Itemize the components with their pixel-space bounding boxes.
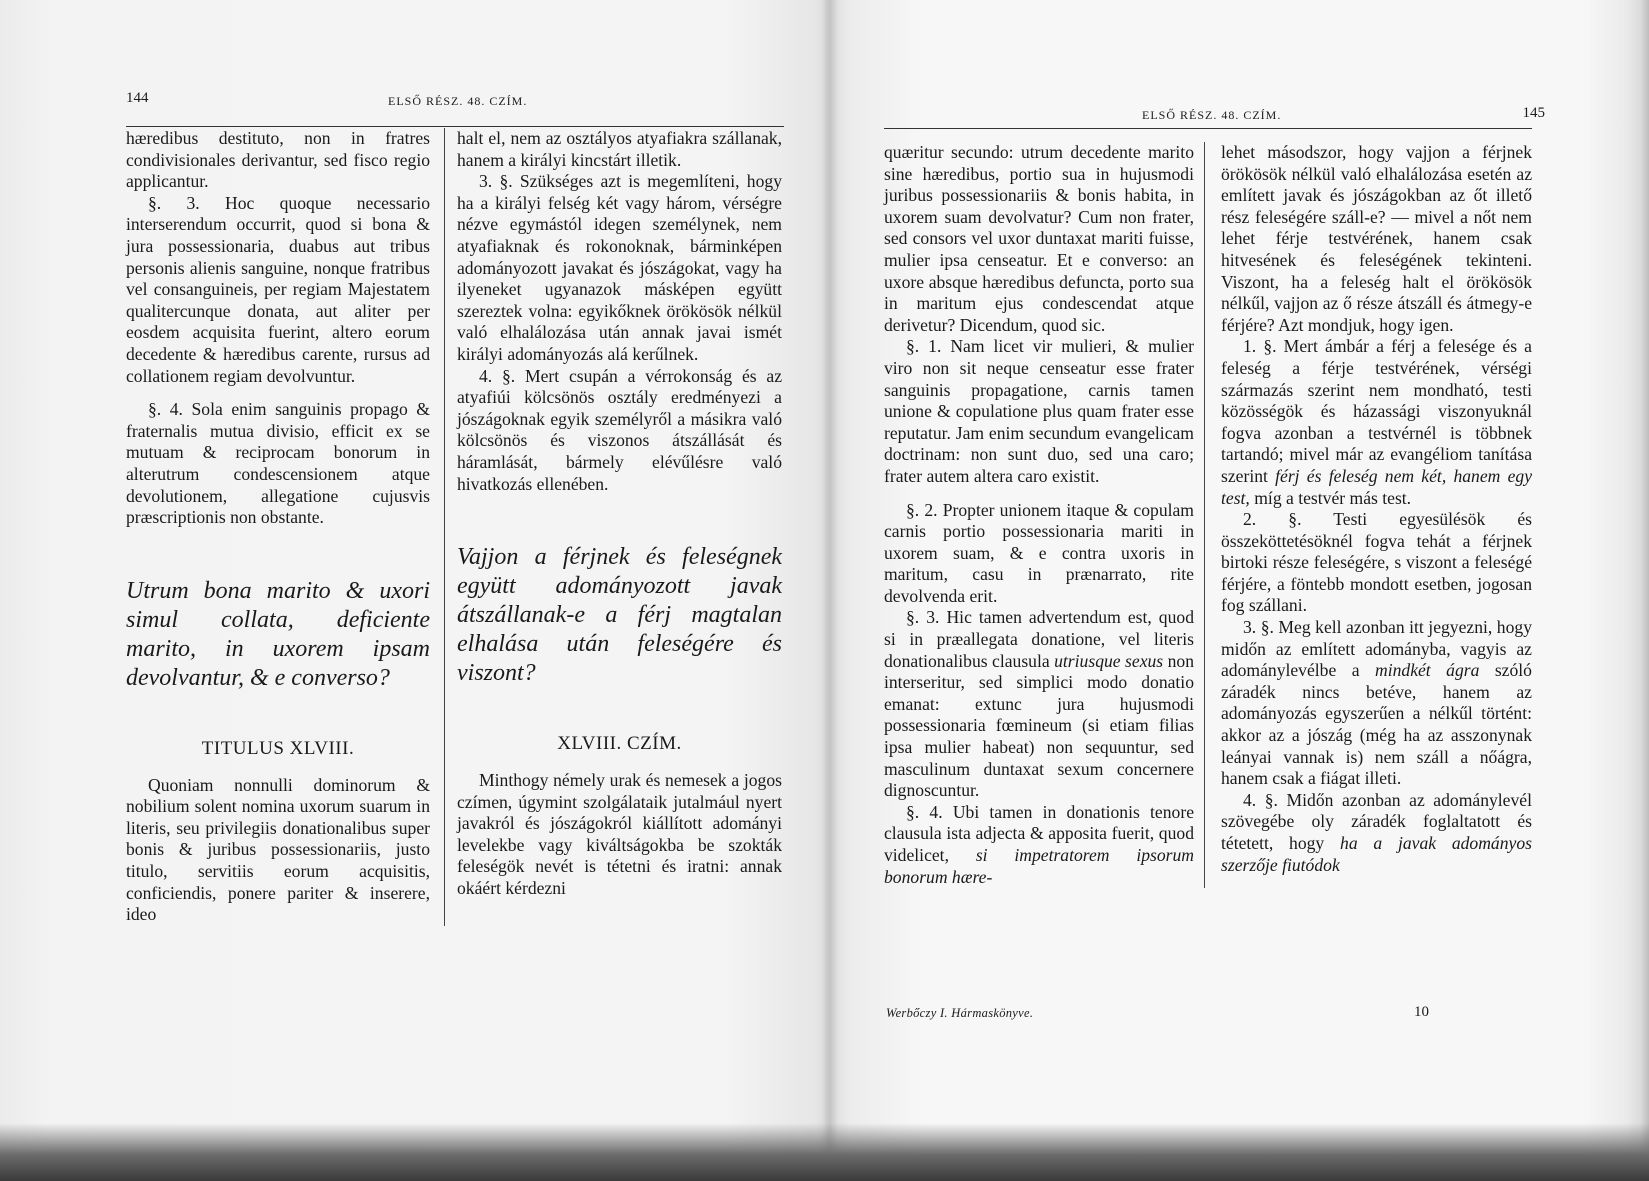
latin-paragraph: Quoniam nonnulli dominorum & nobilium solent nomina uxorum suarum in literis, seu privilegiis donationalibus super bonis & juribus possessionariis, justo titulo, servitiis eorum acquisitis, conficiendis, ponere pariter & inserere, ideo (126, 774, 430, 925)
latin-italic-phrase: utriusque sexus (1054, 650, 1164, 671)
hungarian-text: 4. §. Midőn azonban az adománylevél szövegébe oly záradék foglaltatott és tétetett, hogy (1221, 789, 1532, 853)
page-edge (1627, 0, 1649, 1181)
left-hungarian-column (444, 128, 782, 926)
latin-paragraph (884, 607, 1194, 801)
hungarian-paragraph: lehet másodszor, hogy vajjon a férjnek örökösök nélkül való elhalálozása esetén az említett javak és jószágokban az őt illető rész feleségére száll-e? — mivel a nőt nem lehet férje testvérének, hanem csak hitvesének és feleségének tekinteni. Viszont, ha a feleség halt el örökösök nélkűl, vajjon az ő része átszáll és átmegy-e férjére? Azt mondjuk, hogy igen. (1221, 142, 1532, 335)
latin-paragraph: §. 4. Sola enim sanguinis propago & fraternalis mutua divisio, efficit ex se mutuam & reciprocam bonorum in alterutrum condescensionem atque devolutionem, allegatione cujusvis præscriptionis non obstante. (126, 399, 430, 528)
left-page-number: 144 (126, 90, 149, 106)
latin-text: non interseritur, sed simplici modo donatio emanat: extunc jura hujusmodi possessionaria fœmineum (si etiam filias ipsa mulier habeat) non sequuntur, sed masculinum duntaxat sexum concernere dignoscuntur. (884, 650, 1194, 801)
left-running-title: ELSŐ RÉSZ. 48. CZÍM. (388, 94, 528, 108)
latin-paragraph: §. 3. Hoc quoque necessario interserendum occurrit, quod si bona & jura possessionaria, duabus aut tribus personis alienis sanguine, nonque fratribus vel consanguineis, per regiam Majestatem qualitercunque donata, aut aliter per eosdem acquisita fuerint, altero eorum decedente & hæredibus carente, rursus ad collationem regiam devolvuntur. (126, 192, 430, 386)
hungarian-text: szóló záradék nincs betéve, hanem az adományozás egyszerűen a nélkűl történt: akkor az a jószág (még ha az asszonynak leányai vannak is) nem száll a nőágra, hanem csak a fiágat illeti. (1221, 660, 1532, 789)
right-columns (884, 142, 1545, 888)
hungarian-paragraph: 3. §. Szükséges azt is megemlíteni, hogy ha a királyi felség két vagy három, vérségre nézve egymástól idegen személynek, nem atyafiaknak és rokonoknak, bárminképen adományozott javakat és jószágokat, vagy ha ilyeneket ugyanazok másképen együtt szereztek volna: egyikőknek örökösök nélkül való elhalálozása után annak javai ismét királyi adományozás alá kerűlnek. (457, 171, 782, 364)
signature-mark: Werbőczy I. Hármaskönyve. (886, 1006, 1034, 1020)
left-page (126, 88, 802, 925)
left-header-rule (126, 126, 784, 127)
latin-paragraph (884, 802, 1194, 888)
signature-number: 10 (1414, 1004, 1429, 1020)
latin-italic-phrase: si impetratorem ipsorum bonorum hære- (884, 845, 1195, 887)
latin-paragraph: §. 2. Propter unionem itaque & copulam carnis portio possessionaria mariti in uxorem suam, & e contra uxoris in maritum, casu in prænarrato, rite devolvenda erit. (884, 499, 1194, 606)
hungarian-paragraph: 4. §. Mert csupán a vérrokonság és az atyafiúi kölcsönös osztály eredményezi a jószágoknak egyik személyről a másikra való kölcsönös és viszonos átszállását és háramlását, bármely elévűlésre való hivatkozás ellenében. (457, 365, 782, 494)
hungarian-text: míg a testvér más test. (1249, 487, 1412, 508)
hungarian-paragraph: halt el, nem az osztályos atyafiakra szállanak, hanem a királyi kincstárt illetik. (457, 128, 782, 170)
right-latin-column (884, 142, 1204, 888)
hungarian-section-heading: Vajjon a férjnek és feleségnek együtt adományozott javak átszállanak-e a férj magtalan elhalása után feleségére és viszont? (457, 544, 782, 687)
hungarian-italic-phrase: ha a javak adományos szerzője fiutódok (1221, 833, 1532, 875)
hungarian-paragraph: 2. §. Testi egyesülésök és összeköttetésöknél fogva tehát a férjnek birtoki része feleségére, s viszont a feleségé férjére, a föntebb mondott esetben, jogosan fog szállani. (1221, 509, 1532, 616)
book-bottom-shadow (0, 1123, 1649, 1181)
hungarian-italic-phrase: férj és feleség nem két, hanem egy test, (1221, 465, 1532, 508)
hungarian-paragraph (1221, 336, 1532, 509)
right-running-title: ELSŐ RÉSZ. 48. CZÍM. (1142, 108, 1282, 122)
hungarian-czim: XLVIII. CZÍM. (557, 733, 682, 755)
hungarian-italic-phrase: mindkét ágra (1375, 660, 1480, 681)
left-running-head (126, 88, 802, 114)
book-gutter (822, 0, 838, 1181)
latin-paragraph: quæritur secundo: utrum decedente marito sine hæredibus, portio sua in hujusmodi juribus possessionariis & bonis habita, in uxorem suam devolvatur? Cum non frater, sed consors vel uxor duntaxat mariti fuisse, mulier ipsa censeatur. Et e converso: an uxore absque hæredibus defuncta, porto sua in maritum ejus condescendat atque derivetur? Dicendum, quod sic. (884, 142, 1194, 335)
hungarian-text: 1. §. Mert ámbár a férj a felesége és a feleség a férje testvérének, vérségi származás szerint nem mondható, testi közösségök és házassági viszonyuknál fogva azonban a testvérnél is többnek tartandó; mivel már az evangéliom tanítása szerint (1221, 336, 1532, 486)
right-page-number: 145 (1522, 105, 1545, 121)
left-latin-column (126, 128, 438, 926)
right-running-head (884, 100, 1545, 126)
latin-section-heading: Utrum bona marito & uxori simul collata, deficiente marito, in uxorem ipsam devolvantur, & e converso? (126, 577, 430, 691)
latin-paragraph: §. 1. Nam licet vir mulieri, & mulier viro non sit neque censeatur esse frater sanguinis propagatione, carnis tamen unione & copulatione plus quam frater esse reputatur. Jam enim secundum evangelicam doctrinam: non sunt duo, sed una caro; frater autem altera caro existit. (884, 336, 1194, 486)
hungarian-text: 3. §. Meg kell azonban itt jegyezni, hogy midőn az említett adományba, vagyis az adománylevélbe a (1221, 617, 1532, 681)
hungarian-paragraph: Minthogy némely urak és nemesek a jogos czímen, úgymint szolgálataik jutalmául nyert javakról és jószágokról kiállított adományi levelekbe vagy kiváltságokba be szokták feleségök nevét is tétetni és iratni: annak okáért kérdezni (457, 770, 782, 899)
latin-text: §. 3. Hic tamen advertendum est, quod si in præallegata donatione, vel literis donationalibus clausula (884, 607, 1194, 671)
right-page-footer (884, 1006, 1545, 1030)
right-page (884, 100, 1545, 1020)
right-header-rule (884, 128, 1532, 129)
hungarian-paragraph (1221, 617, 1532, 790)
left-columns (126, 128, 802, 926)
latin-paragraph: hæredibus destituto, non in fratres condivisionales derivantur, sed fisco regio applicantur. (126, 128, 430, 192)
latin-text: §. 4. Ubi tamen in donationis tenore clausula ista adjecta & apposita fuerit, quod videlicet, (884, 801, 1194, 865)
hungarian-paragraph (1221, 790, 1532, 876)
right-hungarian-column (1204, 142, 1532, 888)
latin-titulus: TITULUS XLVIII. (201, 737, 355, 759)
